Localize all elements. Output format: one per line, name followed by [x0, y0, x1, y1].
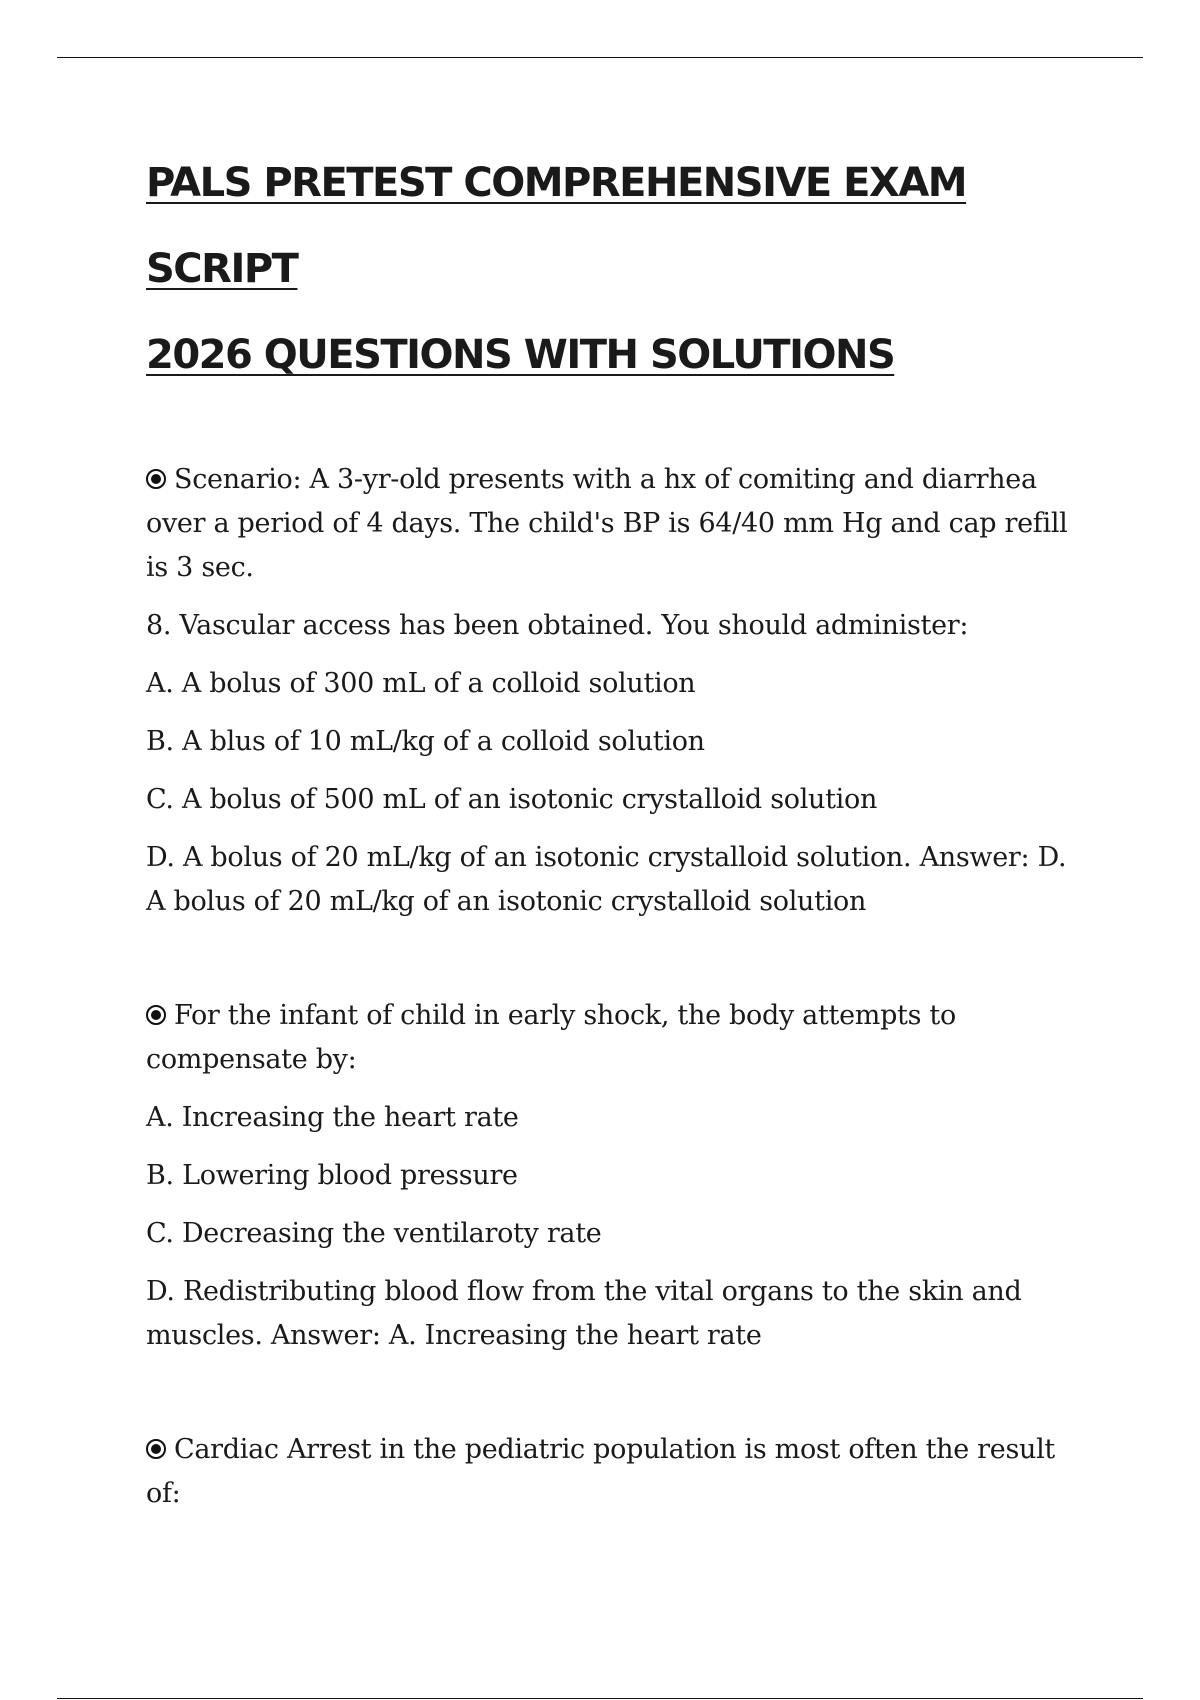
bullet-icon [146, 469, 166, 489]
bullet-icon [146, 1439, 166, 1459]
answer-option: A. A bolus of 300 mL of a colloid solution [146, 668, 696, 699]
question-stem [146, 1428, 1086, 1516]
question-block-3 [146, 1428, 1086, 1516]
document-body [146, 140, 1086, 1516]
answer-option: B. Lowering blood pressure [146, 1160, 518, 1191]
question-stem-text: For the infant of child in early shock, the body attempts to compensate by: [146, 1000, 956, 1075]
answer-option: A. Increasing the heart rate [146, 1102, 519, 1133]
top-rule [57, 57, 1143, 58]
title-line-2: 2026 QUESTIONS WITH SOLUTIONS [146, 332, 895, 378]
question-block-1 [146, 458, 1086, 924]
answer-option: D. A bolus of 20 mL/kg of an isotonic crystalloid solution. Answer: D. A bolus of 20 mL/kg of an isotonic crystalloid solution [146, 842, 1067, 917]
bottom-rule [57, 1698, 1143, 1699]
question-substem: 8. Vascular access has been obtained. You should administer: [146, 610, 969, 641]
answer-option: C. Decreasing the ventilaroty rate [146, 1218, 602, 1249]
answer-option: B. A blus of 10 mL/kg of a colloid solution [146, 726, 705, 757]
question-stem-text: Scenario: A 3-yr-old presents with a hx of comiting and diarrhea over a period of 4 days. The child's BP is 64/40 mm Hg and cap refill is 3 sec. [146, 464, 1068, 583]
title-line-1: PALS PRETEST COMPREHENSIVE EXAM SCRIPT [146, 160, 967, 292]
answer-option: D. Redistributing blood flow from the vital organs to the skin and muscles. Answer: A. Increasing the heart rate [146, 1276, 1022, 1351]
question-stem-text: Cardiac Arrest in the pediatric population is most often the result of: [146, 1434, 1055, 1509]
bullet-icon [146, 1005, 166, 1025]
question-stem [146, 458, 1086, 590]
question-block-2 [146, 994, 1086, 1358]
answer-option: C. A bolus of 500 mL of an isotonic crystalloid solution [146, 784, 878, 815]
document-title [146, 140, 1086, 398]
question-stem [146, 994, 1086, 1082]
